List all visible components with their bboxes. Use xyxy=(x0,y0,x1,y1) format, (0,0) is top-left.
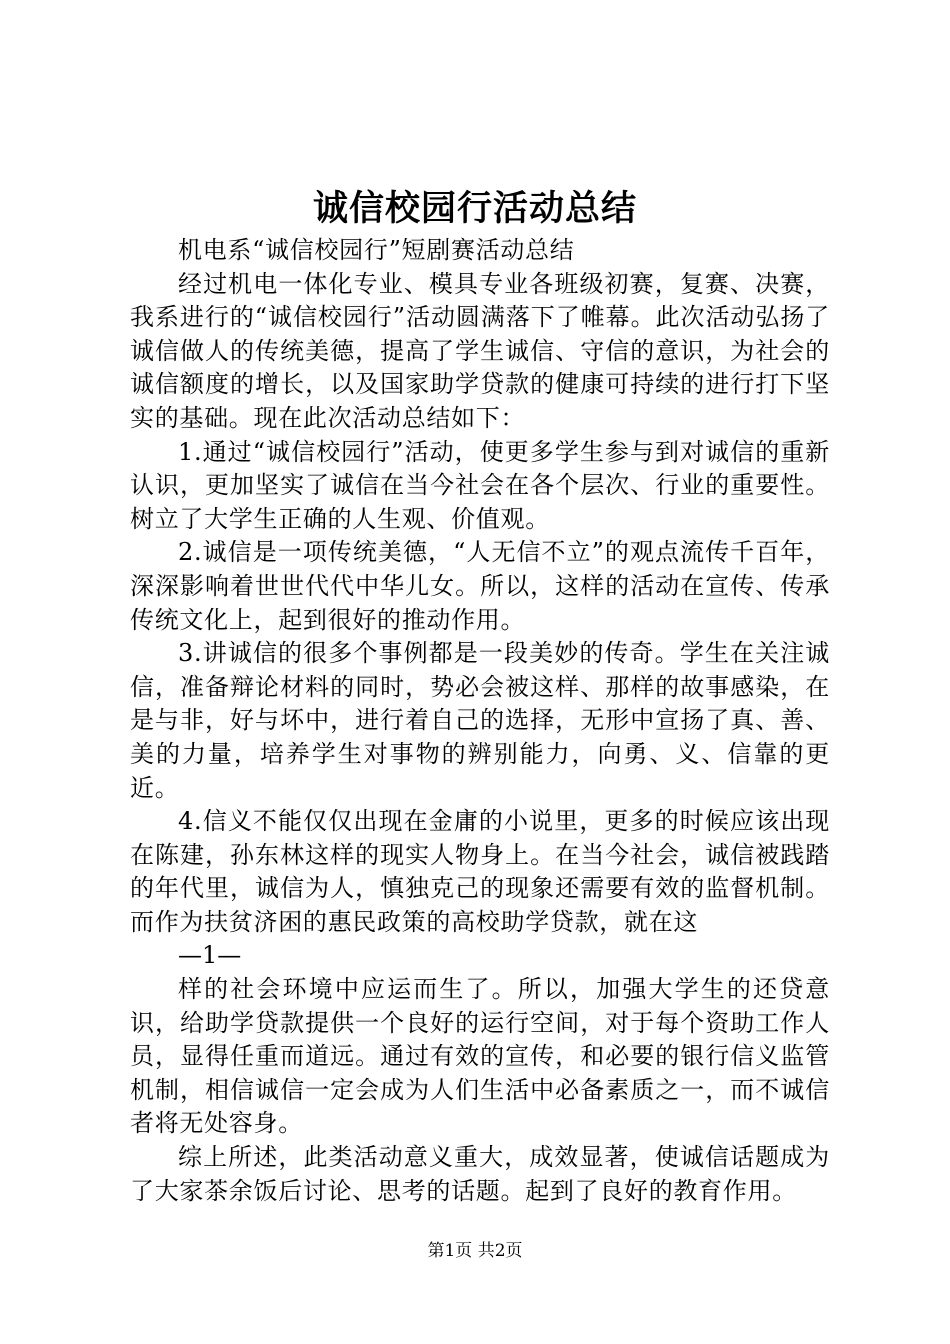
inline-page-marker: —1— xyxy=(178,941,242,970)
page-footer: 第1页 共2页 xyxy=(427,1241,523,1261)
paragraph-point-3: 3.讲诚信的很多个事例都是一段美妙的传奇。学生在关注诚信，准备辩论材料的同时，势必会被这样、那样的故事感染，在是与非，好与坏中，进行着自己的选择，无形中宣扬了真、善、美的力量，培养学生对事物的辨别能力，向勇、义、信靠的更近。 xyxy=(130,639,830,802)
document-body xyxy=(130,234,830,1208)
paragraph-point-1: 1.通过“诚信校园行”活动，使更多学生参与到对诚信的重新认识，更加坚实了诚信在当今社会在各个层次、行业的重要性。树立了大学生正确的人生观、价值观。 xyxy=(130,437,830,533)
paragraph-intro: 经过机电一体化专业、模具专业各班级初赛，复赛、决赛，我系进行的“诚信校园行”活动圆满落下了帷幕。此次活动弘扬了诚信做人的传统美德，提高了学生诚信、守信的意识，为社会的诚信额度的增长，以及国家助学贷款的健康可持续的进行打下坚实的基础。现在此次活动总结如下： xyxy=(130,269,830,432)
document-title: 诚信校园行活动总结 xyxy=(312,189,637,229)
paragraph-point-4: 4.信义不能仅仅出现在金庸的小说里，更多的时候应该出现在陈建，孙东林这样的现实人物身上。在当今社会，诚信被践踏的年代里，诚信为人，慎独克己的现象还需要有效的监督机制。而作为扶贫济困的惠民政策的高校助学贷款，就在这 xyxy=(130,807,830,936)
paragraph-point-2: 2.诚信是一项传统美德，“人无信不立”的观点流传千百年，深深影响着世世代代中华儿女。所以，这样的活动在宣传、传承传统文化上，起到很好的推动作用。 xyxy=(130,538,830,634)
paragraph-conclusion: 综上所述，此类活动意义重大，成效显著，使诚信话题成为了大家茶余饭后讨论、思考的话题。起到了良好的教育作用。 xyxy=(130,1143,830,1205)
paragraph-continuation: 样的社会环境中应运而生了。所以，加强大学生的还贷意识，给助学贷款提供一个良好的运行空间，对于每个资助工作人员，显得任重而道远。通过有效的宣传，和必要的银行信义监管机制，相信诚信一定会成为人们生活中必备素质之一，而不诚信者将无处容身。 xyxy=(130,975,830,1138)
paragraph-subtitle: 机电系“诚信校园行”短剧赛活动总结 xyxy=(178,236,575,264)
